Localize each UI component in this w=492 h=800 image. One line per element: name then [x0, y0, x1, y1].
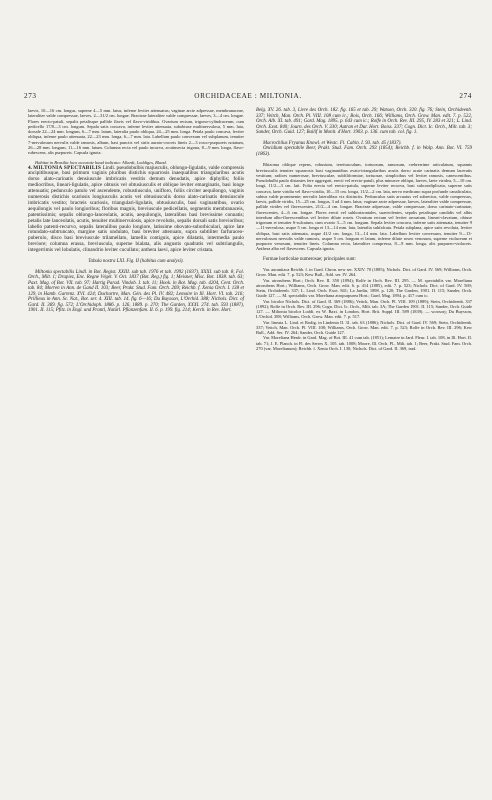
bibliography-continued: Belg. XV. 26. tab. 3, Livre des Orch. 182. fig. 165 et tab. 29; Watson, Orch. 320. fig. 76; Stein, Orchideenb. 337; Veitch, Man. Orch. Pl. VIII. 108 cum ic.; Bois, Orch. 166; Williams, Orch. Grow. Man. edit. 7. p. 522, Orch. Alb. XI. tab. 491; Gard. Mag. 1895. p. 643 cum ic.; Rolfe in Orch. Rev. III. 295, IV. 283 et 321; L. Lind. Orch. Exot. 840; Journ. des Orch. V. 330; Autran et Dur. Hort. Boiss. 337; Cogn. Dict. Ic. Orch., Milt. tab. 3; Sander, Orch. Guid. 127; Bailif in Monit. d'Hort. 1903. p. 136. cum tab. col. fig. 1.	[256, 108, 472, 136]
variety-entry: Var. atrorubens Hort.; Orch. Rev. II. 350 (1894); Rolfe in Orch. Rev. III. 295. — M. spectabilis var. Moreliana atrorubens Hort.; Williams, Orch. Grow. Man. edit. 6. p. 414 (1885), edit. 7. p. 523; Nichols. Dict. of Gard. IV. 569; Stein, Orchideenb. 337; L. Lind. Orch. Exot. 841; La Jardin, 1898. p. 120; The Garden, 1901. II. 115; Sander, Orch. Guide 127. — M. spectabilis var. Moreliana atropurpurea Hort.; Gard. Mag. 1894. p. 417 cum ic.	[256, 277, 472, 299]
running-header	[24, 92, 472, 104]
right-column	[256, 108, 472, 351]
bibliography: Miltonia spectabilis Lindl. in Bot. Regist. XXIII. sub tab. 1976 et tab. 1992 (1837), XXXI. sub tab. 8, Fol. Orch., Milt. 1; Drapiez, Enc. Regne Végét. V. Oct. 1837 (Bot. Reg.) fig. 1; Meisner, Misc. Bot. 1838. tab. 63; Paxt. Mag. of Bot. VII. tab. 97; Hartig Parad. Vindob. I. tab. 11; Hook. in Bot. Mag. tab. 4204, Cent. Orch. tab. 84; Morren in Ann. de Gand II. 103; Beer, Prakt. Stud. Fam. Orch. 269; Reichb. f. Xenia Orch. I. 138 et 129, in Hamb. Gartenz. XVI. 424; Duchartre, Man. Gén. des Pl. IV. 482; Lemaire in Ill. Hort. VI. tab. 216; Prillieux in Ann. Sc. Nat., Bot. ser. 4. XIII. tab. 14. fig. 6—16; Du Buysson, L'Orchid. 388; Nichols. Dict. of Gard. II. 369. fig. 572; L'Orchidoph. 1886. p. 126, 1889. p. 270; The Garden, XXXI. 274. tab. 593 (1887), 1901. II. 115; Pfitz. in Engl. und Prantl, Natürl. Pflanzenfam. II. 6. p. 199. fig. 214; Kerch. in Rev. Hort.	[28, 269, 244, 314]
running-title: ORCHIDACEAE : MILTONIA.	[194, 92, 302, 100]
species-author: Lindl.	[102, 164, 116, 171]
variety-entry: Var. Moreliana Henfr. in Gard. Mag. of Bot. III. 41 cum tab. (1851); Lemaire in Jard. Fleur. I. tab. 108, in Ill. Hort. II. tab. 71; J. E. Planch. in Fl. des Serres X. 105. tab. 1008; Moore, Ill. Orch. Pl., Milt. tab. 1; Beer, Prakt. Stud. Fam. Orch. 270 (var. Morelianum); Reichb. f. Xenia Orch. I. 130; Nichols. Dict. of Gard. II. 369, trad.	[256, 335, 472, 351]
variety-entry: Var. lineata L. Lind. et Rodig. in Lindenia II. 31. tab. 63 (1886); Nichols. Dict. of Gard. IV. 569; Stein, Orchideenb. 337; Veitch, Man. Orch. Pl. VIII. 108; Williams, Orch. Grow. Man. edit. 7. p. 523; Rolfe in Orch. Rev. III. 296; Kew Bull., Add. Ser. IV. 264; Sander, Orch. Guide 127.	[256, 319, 472, 336]
plate-reference: Tabula nostra LXI. Fig. II (habitus cum analysi).	[88, 259, 184, 265]
species-number: 4.	[28, 164, 32, 171]
variety-entry: Var. aurantiaca Reichb. f. in Gard. Chron. new ser. XXIV. 70 (1885); Nichols. Dict. of Gard. IV. 569; Williams, Orch. Grow. Man. edit. 7. p. 523; Kew Bull., Add. ser. IV. 264.	[256, 267, 472, 278]
species-heading	[28, 166, 244, 255]
habitat-note: Habitat in Brasilia loco accurate haud indicato: Allardt, Loddiges, Bland.	[35, 160, 167, 166]
synonym-oncidium: Oncidium spectabile Beer, Prakt. Stud. Fam. Orch. 293 (1854); Reichb. f. in Walp. Ann. Bot. VI. 759 (1863).	[256, 146, 472, 157]
left-column	[28, 108, 244, 314]
forms-intro: Formae horticolae numerosae; principales sunt:	[263, 256, 356, 262]
synonym-macrochilus: Macrochilus Fryanus Knowl. et Westc. Fl. Cabin. I. 93. tab. 45 (1837).	[263, 140, 402, 146]
variety-entry: Var. bicolor Nichols. Dict. of Gard. II. 369 (1886); Veitch, Man. Orch. Pl. VIII. 109 (1889); Stein, Orchideenb. 337 (1892); Rolfe in Orch. Rev. III. 296; Cogn. Dict. Ic. Orch., Milt. tab. 3A; The Garden 1901. II. 115; Sander, Orch. Guide 127. — Miltonia bicolor Loddi. ex W. Baxt. in London, Hort. Brit. Suppl. III. 589 (1839). — woosorj; Du Buysson, L'Orchid. 388; Williams, Orch. Grow. Man. edit. 7. p. 517.	[256, 298, 472, 320]
page-number-right: 274	[459, 92, 472, 100]
species-description: Rhizoma oblique repens, robustum, teretiusculum, tortuosum, ramosum, crebrerrime articulatum, squamis breviusculis tenuiter squarrosis basi vaginantibus ovato-triangularibus acutis dorso acute carinatis demum laceratis vestitum; radices numerosae, breviusculae, subfiliformiae, tortuosae, simplicibus vel leviter ramosis, canescentibus. Pseudobulbi paulo distantes fere aggregati, erecti vel erecto-patuli, plus minusve obliqui, laeves, laete viridea, 5—10 cm. longi, 11/2—3 cm. lati. Folia erecta vel erecto-patula, superne leviter recurva, basi subcondiplicata, superne satis concava, laete viridia vel flavo-viridia, 10—15 cm. longa, 11/2—2 cm. lata, nervo medicano supra profunde canaliculato, subtus valde prominente; nervulis lateralibus vix distinctis. Pedunculus satis arcuatus vel subrectus, valde compressus, laevis, pallide viridis, 15—25 cm. longus, 3 ad 4 mm. latus; vaginae arcte adpressae, laeves, lateraliter valde compressae, pallide virides vel flavescentes, 21/2—4 cm. longae. Bracteae adpressae, valde compressae, dorso carinato-carinatae, flavescentes, 4—6 cm. longae. Flores erecti vel subhorizontales, suaveolentes, sepalis petalisque candidis vel albis interdum albo-flavescentibus vel leviter dilute roseis. Ovarium rectum vel leviter arcuatum, lineari-clavatum, obtuse trigonum et tenuiter 6-sulcatum, cum ovario 3—5 cm. longum. Sepala leviter concava, inferne satis attenuata, tenuiter 9—11-nervulosa, usque 5 cm. longa et 13—14 mm. lata, lateralia subfalcata. Petala subplana, apice satis revoluta, leviter obliqua, basi satis attenuata, usque 41/2 cm. longa, 13—14 mm. lata. Labellum leviter convexum, tenuiter 9—13-nervulosum nervulis valde ramosis, usque 5 cm. longum et latum, inferne dilute roseo venosum, superne violaceum et purpureo venosum, tenuiter lineis. Columna recta, lateraliter compressa, 8—9 mm. longa, alis purpureo-violaceis. Anthera alba vel flavescens. Capsula ignota.	[256, 162, 472, 252]
species-diagnosis: pseudobulbis majusculis, oblongo-ligulatis, valde compressis ancipitibusque, basi primum vaginis pluribus distichis squarrosis inaequalibus triangularibus acutis dorso alato-carinatis densiuscule imbricatis vestitis demum denudatis, apice diphyllis; foliis mediocribus, lineari-ligulatis, apice obtusis vel obtusiusculis et oblique leviter emarginatis, basi longe attenuatis; pedunculo patulo vel ascendente, robustiusculo, unifloro, foliis circiter aequilongo, vaginis numerosis distichis scariosis longiusculis acutis vel obtusiusculis dorso alato-carinatis densiuscule imbricatis vestito; bracteis scariosis, triangulari-ligulatis, obtusiusculis, basi vaginantibus, ovario aequilongis vel paulo longioribus; floribus magnis, breviuscule pedicellatis, segmentis membranaceis, patentissimis; sepalis oblongo-lanceolatis, acutis, aequilongis, lateralibus basi brevissime connatis; petalis late lanceolatis, acutis, tenuiter multinervulosis, apice revolutis, sepalis dorsali satis brevioribus; labello patenti-recurvo, sepalis lateralibus paulo longiore, latissime obovato-suborbiculari, apice late rotundato-subtruncato, margine satis undulato, basi breviter attenuato, supra subtiliter farfuraceo-puberulo, disco basi breviuscule trilamellato, lamellis contiguis, apice dilatatis, intermedia paulo breviore; columna erassa, breviuscula, superne bialata, alis angustis quadratis vel subtriangulis, integerrimis vel lobulatis, clinandrio leviter cucullato; anthera laevi, apice leviter cristata.	[28, 164, 245, 254]
species-name: MILTONIA SPECTABILIS	[33, 164, 102, 171]
page-number-left: 273	[24, 92, 37, 100]
intro-description: laevis, 10—16 cm. longus, superne 4—5 mm. latus, inferne leviter attenuatus; vaginae arcte adpressae, membranaceae, lateraliter valde compressae, laeves, 2—31/2 cm. longae. Bracteae lateraliter valde compressae, laeves, 3—4 cm. longae. Flores erecto-patuli, sepalis petalisque pallide flavis vel flavo-viridibus. Ovarium rectum, trigono-cylindraceum, cum pedicello 17/8—3 cm. longum. Sepala satis concava, inferne leviter attenuata, subobtuse multinervulosa, 5 mm. lata, dorsale 22—24 mm. longum, 6—7 mm. latum, lateralia paulo obliqua, 24—25 mm. longa. Petala paulo concava, leviter obliqua, inferne paulo attenuata, 22—23 mm. longa, 6—7 mm. lata. Labellum paulo convexum vel subplanum, tenuiter 7-nervulosum nervulis valde ramosis, album, basi punctis vel striis aurato-croceis lineis 2—3 rosco-purpureis notatum, 26—28 mm. longum, 11—16 mm. latum. Columna recta vel paulo incurva, acutinsecta trigona, 8—9 mm. longa, flavo-rubescens, alis purpureis. Capsula ignota.	[28, 108, 244, 155]
